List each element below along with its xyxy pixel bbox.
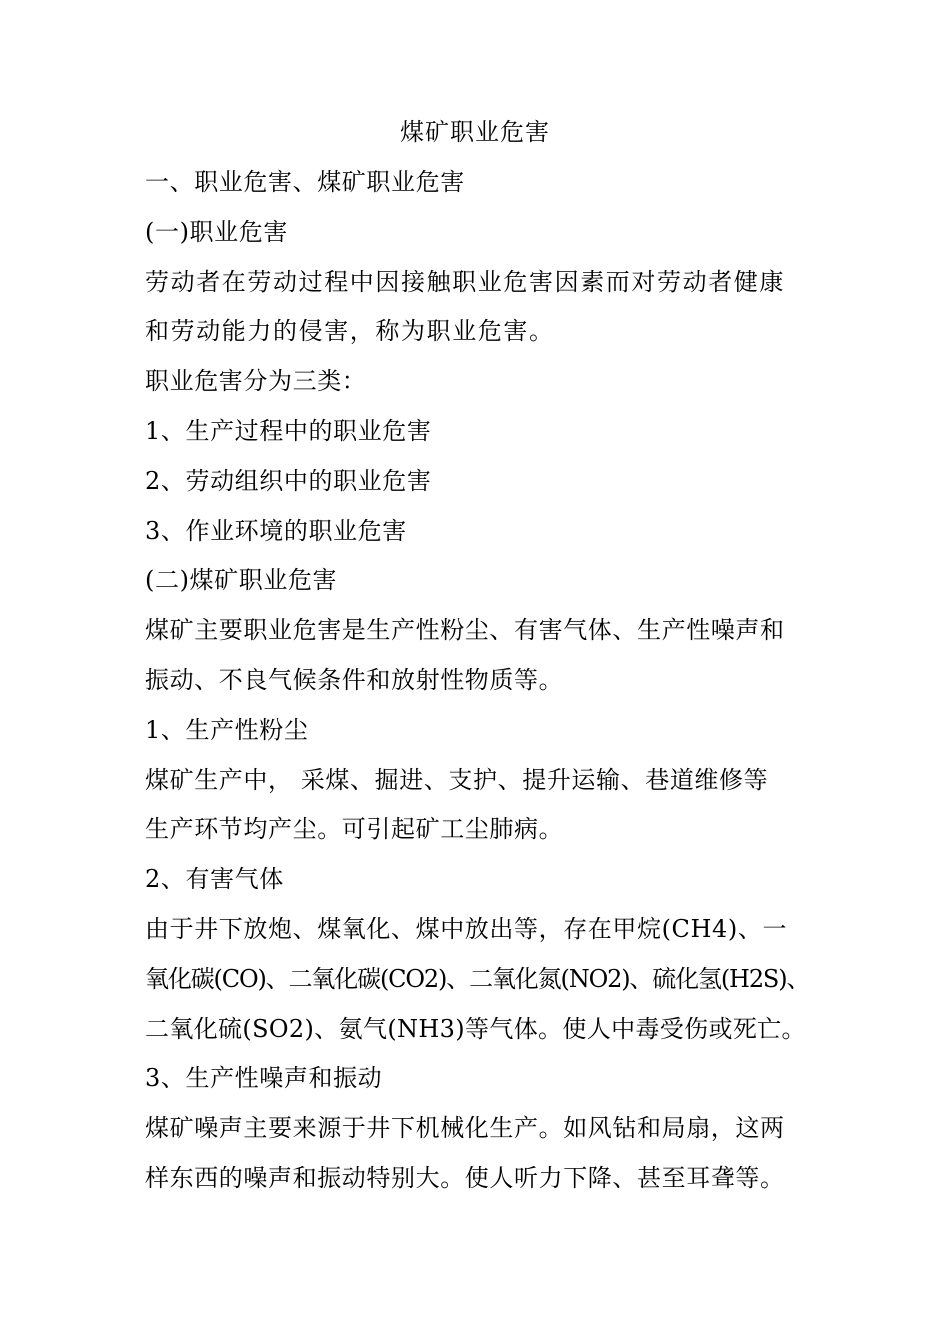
paragraph-line: 和劳动能力的侵害，称为职业危害。: [145, 317, 555, 346]
list-item: 1、生产性粉尘: [145, 715, 309, 744]
paragraph-line: 振动、不良气候条件和放射性物质等。: [145, 665, 564, 694]
paragraph-line: 二氧化硫(SO2)、氨气(NH3)等气体。使人中毒受伤或死亡。: [145, 1014, 806, 1043]
paragraph-line: 劳动者在劳动过程中因接触职业危害因素而对劳动者健康: [145, 267, 785, 296]
paragraph-line: 煤矿生产中， 采煤、掘进、支护、提升运输、巷道维修等: [145, 765, 769, 794]
paragraph-line: 由于井下放炮、煤氧化、煤中放出等，存在甲烷(CH4)、一: [145, 914, 788, 943]
paragraph-line: 煤矿噪声主要来源于井下机械化生产。如风钻和局扇，这两: [145, 1114, 785, 1143]
paragraph-line: 样东西的噪声和振动特别大。使人听力下降、甚至耳聋等。: [145, 1163, 785, 1192]
subsection-heading-coal-mine-hazard: (二)煤矿职业危害: [145, 566, 338, 595]
paragraph-line: 职业危害分为三类：: [145, 367, 367, 396]
document-body: [145, 164, 810, 1210]
paragraph-line: 生产环节均产尘。可引起矿工尘肺病。: [145, 815, 564, 844]
document-title: 煤矿职业危害: [400, 118, 550, 146]
section-heading-1: 一、职业危害、煤矿职业危害: [145, 168, 465, 196]
subsection-heading-occupational-hazard: (一)职业危害: [145, 217, 288, 246]
list-item: 1、生产过程中的职业危害: [145, 416, 432, 445]
list-item: 3、作业环境的职业危害: [145, 516, 407, 545]
list-item: 2、有害气体: [145, 865, 284, 894]
list-item: 2、劳动组织中的职业危害: [145, 466, 432, 495]
paragraph-line: 煤矿主要职业危害是生产性粉尘、有害气体、生产性噪声和: [145, 616, 785, 645]
list-item: 3、生产性噪声和振动: [145, 1064, 383, 1093]
paragraph-line: 氧化碳(CO)、二氧化碳(CO2)、二氧化氮(NO2)、硫化氢(H2S)、: [145, 964, 810, 993]
